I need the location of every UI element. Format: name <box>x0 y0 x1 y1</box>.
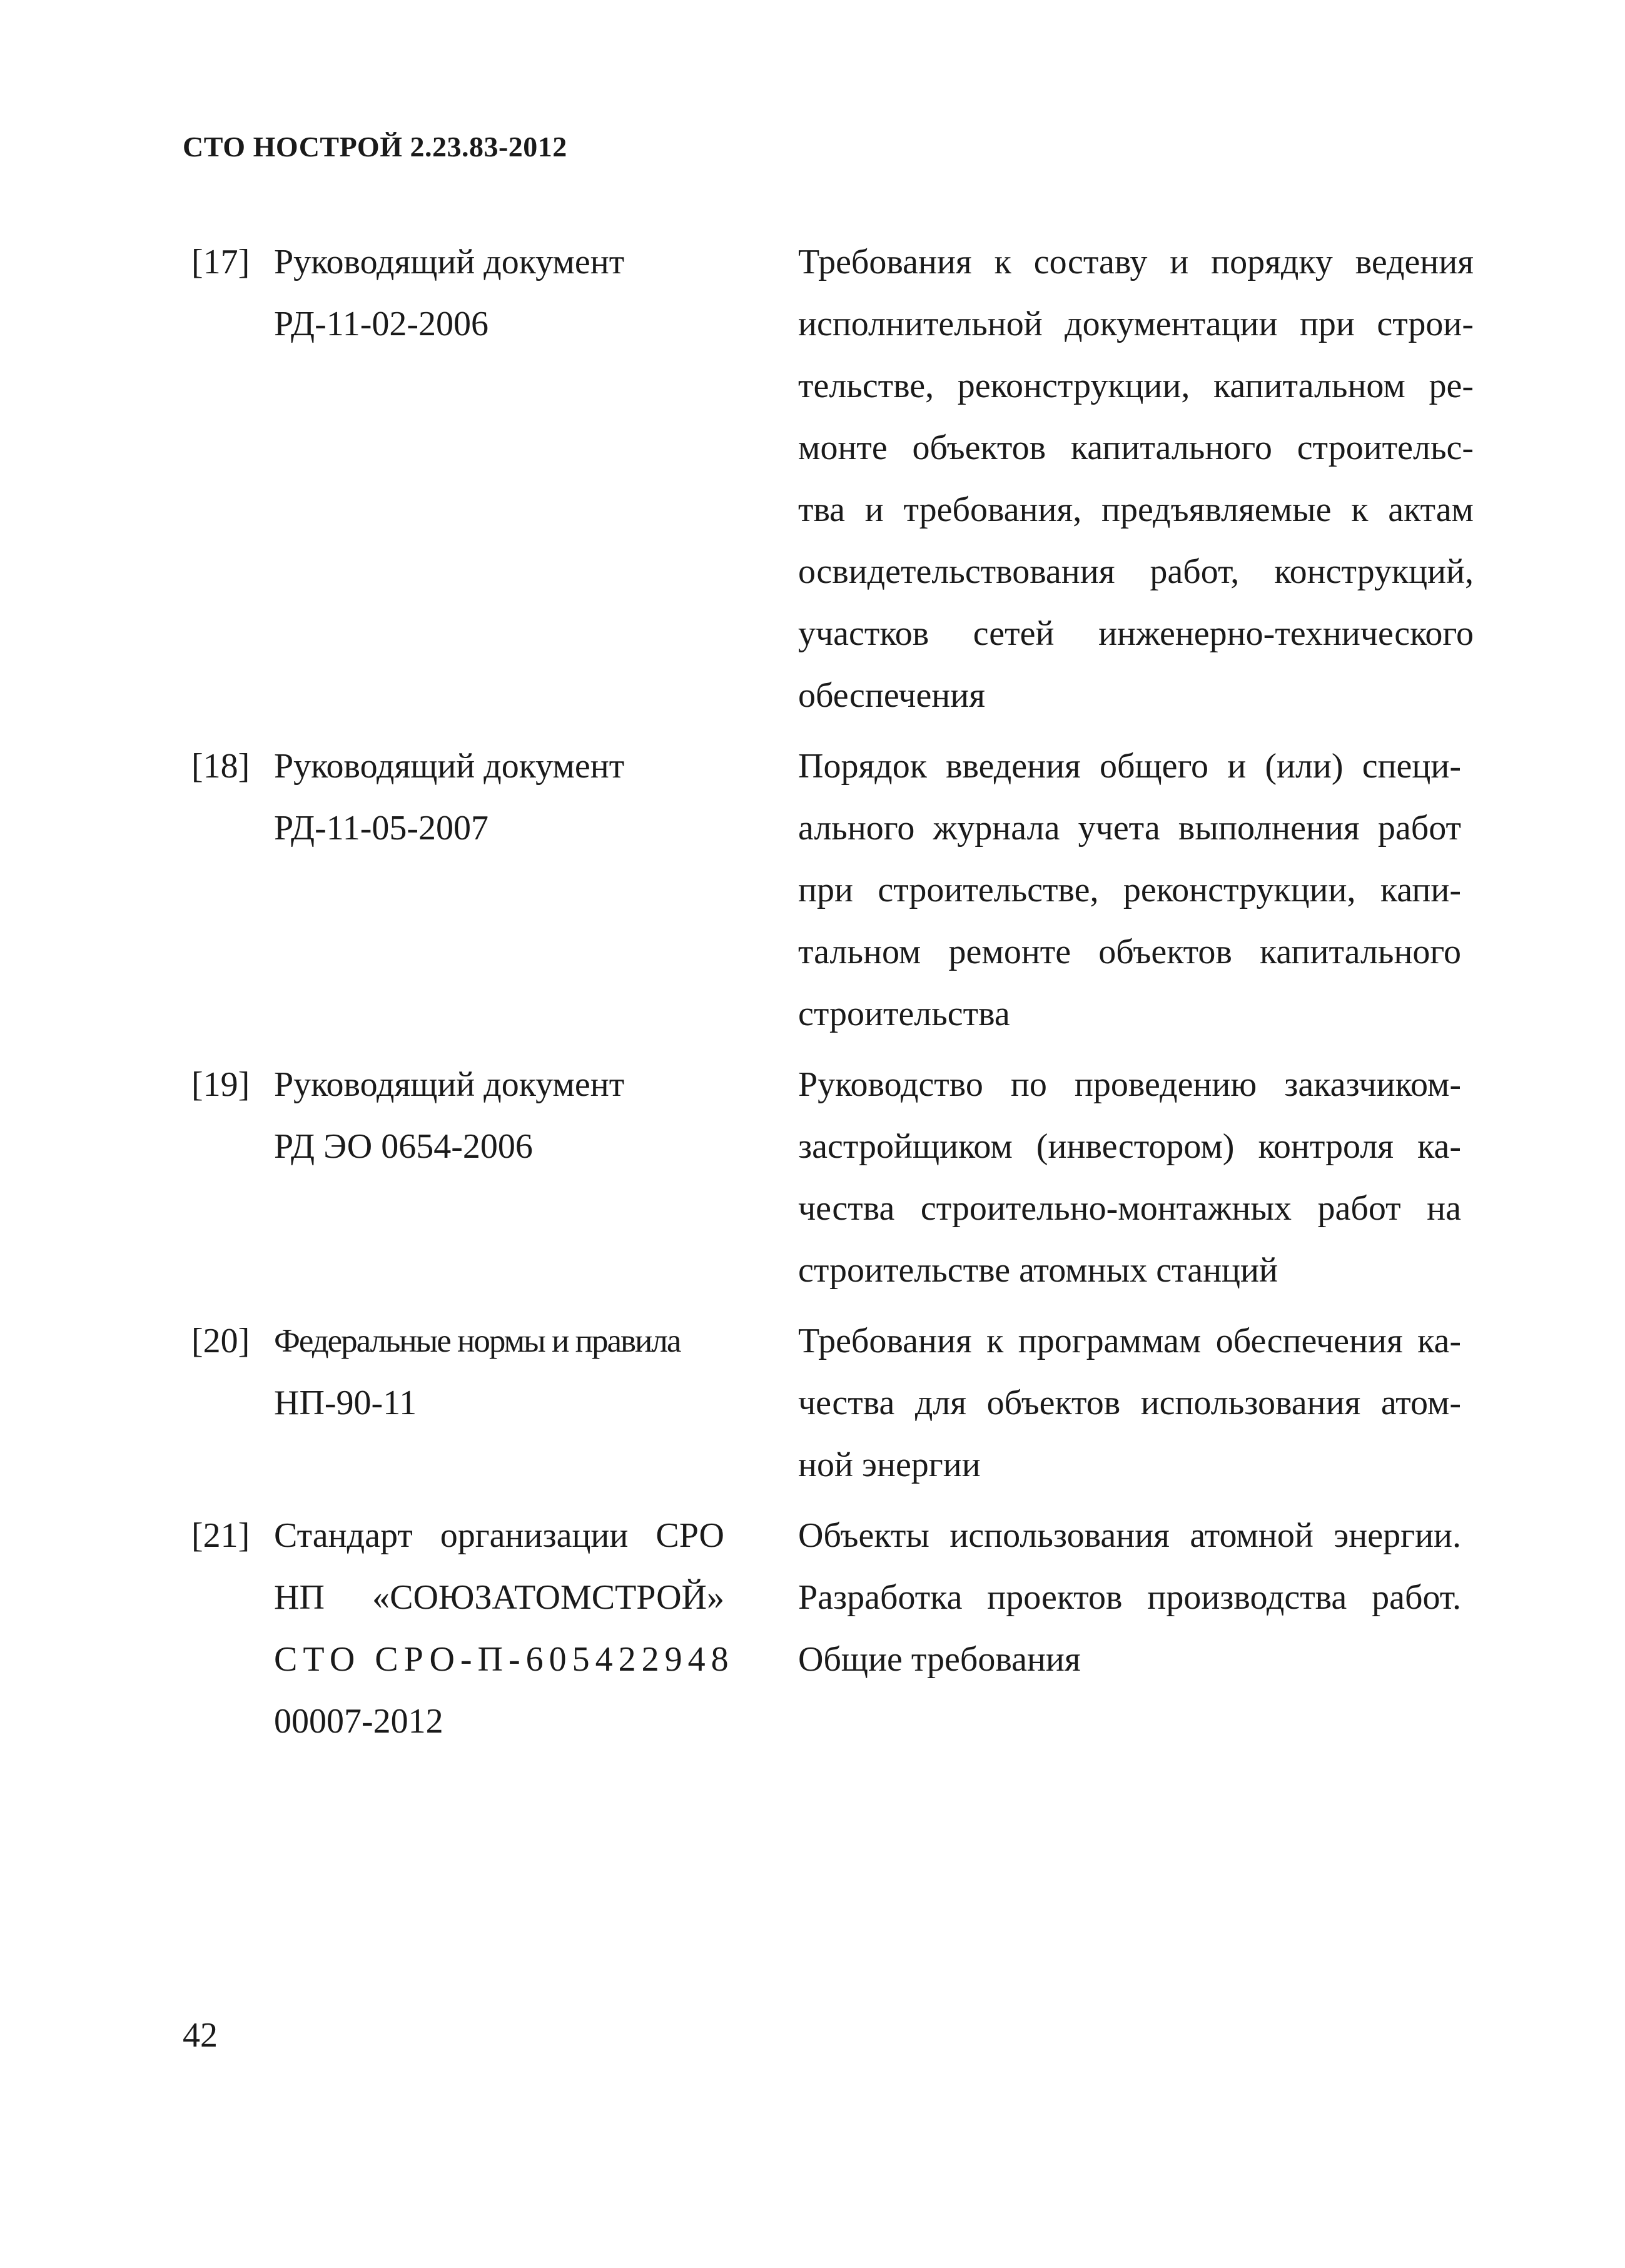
description-line: ального журнала учета выполнения работ <box>798 809 1461 848</box>
reference-number: [20] <box>191 1322 250 1360</box>
description-line: тальном ремонте объектов капитального <box>798 933 1461 971</box>
reference-number: [19] <box>191 1065 250 1104</box>
description-line: освидетельствования работ, конструкций, <box>798 552 1474 591</box>
reference-number: [21] <box>191 1516 250 1555</box>
description-line: обеспечения <box>798 676 986 715</box>
reference-entry-20 <box>191 1310 1461 1496</box>
source-line: Руководящий документ <box>274 747 625 786</box>
source-line: СТО СРО-П-605422948 <box>274 1640 734 1679</box>
source-line: НП-90-11 <box>274 1384 417 1422</box>
reference-number: [18] <box>191 747 250 786</box>
page-number: 42 <box>183 2016 218 2055</box>
references-list <box>191 231 1474 1761</box>
description-line: Общие требования <box>798 1640 1081 1679</box>
description-line: строительстве атомных станций <box>798 1251 1278 1290</box>
reference-number: [17] <box>191 243 250 281</box>
source-line: Руководящий документ <box>274 1065 625 1104</box>
reference-source <box>274 1310 737 1496</box>
description-line: тельстве, реконструкции, капитальном ре- <box>798 367 1474 405</box>
reference-source <box>274 1054 737 1302</box>
source-line: РД ЭО 0654-2006 <box>274 1127 533 1166</box>
description-line: тва и требования, предъявляемые к актам <box>798 490 1474 529</box>
reference-source <box>274 231 737 727</box>
description-line: исполнительной документации при строи- <box>798 305 1474 343</box>
source-line: РД-11-02-2006 <box>274 305 489 343</box>
description-line: чества строительно-монтажных работ на <box>798 1189 1461 1228</box>
description-line: Руководство по проведению заказчиком- <box>798 1065 1461 1104</box>
reference-entry-19 <box>191 1054 1461 1302</box>
description-line: при строительстве, реконструкции, капи- <box>798 871 1461 909</box>
description-line: Порядок введения общего и (или) специ- <box>798 747 1461 786</box>
reference-entry-18 <box>191 736 1461 1045</box>
reference-description <box>798 1505 1461 1753</box>
description-line: Требования к программам обеспечения ка- <box>798 1322 1461 1360</box>
source-line: НП «СОЮЗАТОМСТРОЙ» <box>274 1578 724 1617</box>
description-line: Разработка проектов производства работ. <box>798 1578 1461 1617</box>
description-line: участков сетей инженерно-технического <box>798 614 1474 653</box>
reference-description <box>798 1310 1461 1496</box>
description-line: ной энергии <box>798 1445 981 1484</box>
reference-source <box>274 736 737 1045</box>
source-line: 00007-2012 <box>274 1702 443 1741</box>
description-line: чества для объектов использования атом- <box>798 1384 1461 1422</box>
description-line: застройщиком (инвестором) контроля ка- <box>798 1127 1461 1166</box>
description-line: монте объектов капитального строительс- <box>798 428 1474 467</box>
description-line: Требования к составу и порядку ведения <box>798 243 1474 281</box>
reference-source <box>274 1505 734 1753</box>
source-line: РД-11-05-2007 <box>274 809 489 848</box>
description-line: строительства <box>798 995 1010 1033</box>
reference-entry-21 <box>191 1505 1461 1753</box>
source-line: Федеральные нормы и правила <box>274 1323 681 1359</box>
reference-description <box>798 231 1474 727</box>
reference-description <box>798 1054 1461 1302</box>
source-line: Стандарт организации СРО <box>274 1516 724 1555</box>
source-line: Руководящий документ <box>274 243 625 281</box>
document-header: СТО НОСТРОЙ 2.23.83-2012 <box>183 131 567 163</box>
reference-entry-17 <box>191 231 1474 727</box>
reference-description <box>798 736 1461 1045</box>
description-line: Объекты использования атомной энергии. <box>798 1516 1461 1555</box>
